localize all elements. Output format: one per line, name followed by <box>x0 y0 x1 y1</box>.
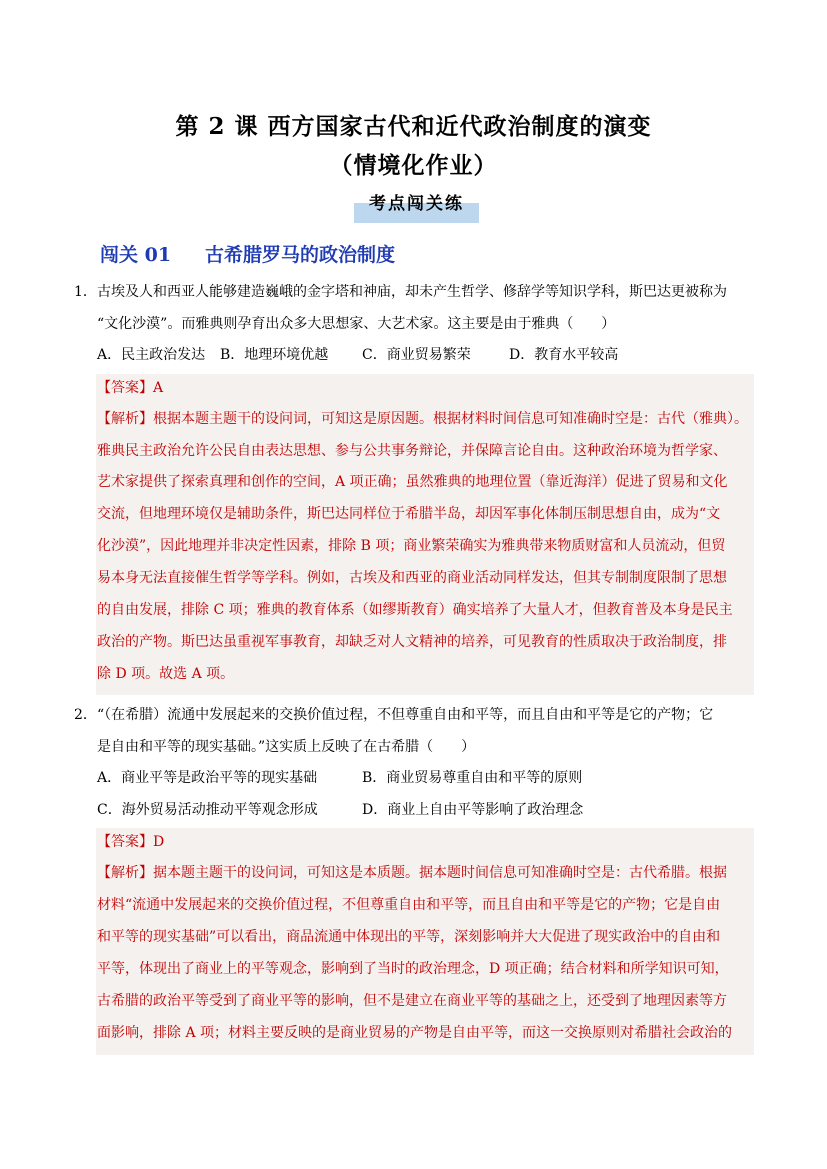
option-b: B．商业贸易尊重自由和平等的原则 <box>362 770 583 786</box>
analysis-line: 材料“流通中发展起来的交换价值过程，不但尊重自由和平等，而且自由和平等是它的产物；它是自由 <box>97 897 721 913</box>
analysis-line: 面影响，排除 A 项；材料主要反映的是商业贸易的产物是自由平等，而这一交换原则对希腊社会政治的 <box>97 1025 733 1041</box>
section-title: 古希腊罗马的政治制度 <box>205 244 396 266</box>
option-d: D．教育水平较高 <box>509 347 619 363</box>
option-b: B．地理环境优越 <box>220 347 329 363</box>
answer-label: 【答案】D <box>97 834 165 850</box>
analysis-line: 古希腊的政治平等受到了商业平等的影响，但不是建立在商业平等的基础之上，还受到了地理因素等方 <box>97 993 727 1009</box>
answer-label: 【答案】A <box>97 380 164 396</box>
badge-label: 考点闯关练 <box>369 194 464 214</box>
analysis-line: 除 D 项。故选 A 项。 <box>97 666 235 682</box>
analysis-line: 政治的产物。斯巴达虽重视军事教育，却缺乏对人文精神的培养，可见教育的性质取决于政治制度，排 <box>97 634 727 650</box>
option-d: D．商业上自由平等影响了政治理念 <box>362 802 584 818</box>
analysis-line: 【解析】根据本题主题干的设问词，可知这是原因题。根据材料时间信息可知准确时空是：古代（雅典）。 <box>97 411 748 427</box>
analysis-line: 交流，但地理环境仅是辅助条件，斯巴达同样位于希腊半岛，却因军事化体制压制思想自由，成为“文 <box>97 506 721 522</box>
question-stem-line: “（在希腊）流通中发展起来的交换价值过程，不但尊重自由和平等，而且自由和平等是它的产物；它 <box>97 707 714 723</box>
analysis-line: 的自由发展，排除 C 项；雅典的教育体系（如缪斯教育）确实培养了大量人才，但教育普及本身是民主 <box>97 602 733 618</box>
analysis-line: 易本身无法直接催生哲学等学科。例如，古埃及和西亚的商业活动同样发达，但其专制制度限制了思想 <box>97 570 727 586</box>
question-stem-line: “文化沙漠”。而雅典则孕育出众多大思想家、大艺术家。这主要是由于雅典（ ） <box>97 316 616 332</box>
question-number: 1． <box>74 284 97 300</box>
option-c: C．海外贸易活动推动平等观念形成 <box>97 802 318 818</box>
section-label: 闯关 01 <box>100 244 172 266</box>
analysis-line: 化沙漠”，因此地理并非决定性因素，排除 B 项；商业繁荣确实为雅典带来物质财富和人员流动，但贸 <box>97 538 726 554</box>
section-heading <box>100 240 395 267</box>
question-stem-line: 古埃及人和西亚人能够建造巍峨的金字塔和神庙，却未产生哲学、修辞学等知识学科，斯巴达更被称为 <box>97 284 727 300</box>
analysis-line: 雅典民主政治允许公民自由表达思想、参与公共事务辩论，并保障言论自由。这种政治环境为哲学家、 <box>97 443 727 459</box>
analysis-line: 平等，体现出了商业上的平等观念，影响到了当时的政治理念，D 项正确；结合材料和所学知识可知， <box>97 961 729 977</box>
question-stem-line: 是自由和平等的现实基础。”这实质上反映了在古希腊（ ） <box>97 739 476 755</box>
section-badge <box>354 189 479 223</box>
page-title: 第 2 课 西方国家古代和近代政治制度的演变 <box>175 113 652 140</box>
option-a: A．商业平等是政治平等的现实基础 <box>97 770 318 786</box>
analysis-line: 艺术家提供了探索真理和创作的空间，A 项正确；虽然雅典的地理位置（靠近海洋）促进了贸易和文化 <box>97 474 728 490</box>
option-c: C．商业贸易繁荣 <box>362 347 471 363</box>
page-subtitle: （情境化作业） <box>329 152 498 179</box>
analysis-line: 【解析】据本题主题干的设问词，可知这是本质题。据本题时间信息可知准确时空是：古代希腊。根据 <box>97 865 727 881</box>
question-number: 2． <box>74 707 97 723</box>
analysis-line: 和平等的现实基础”可以看出，商品流通中体现出的平等，深刻影响并大大促进了现实政治中的自由和 <box>97 929 721 945</box>
option-a: A．民主政治发达 <box>97 347 206 363</box>
